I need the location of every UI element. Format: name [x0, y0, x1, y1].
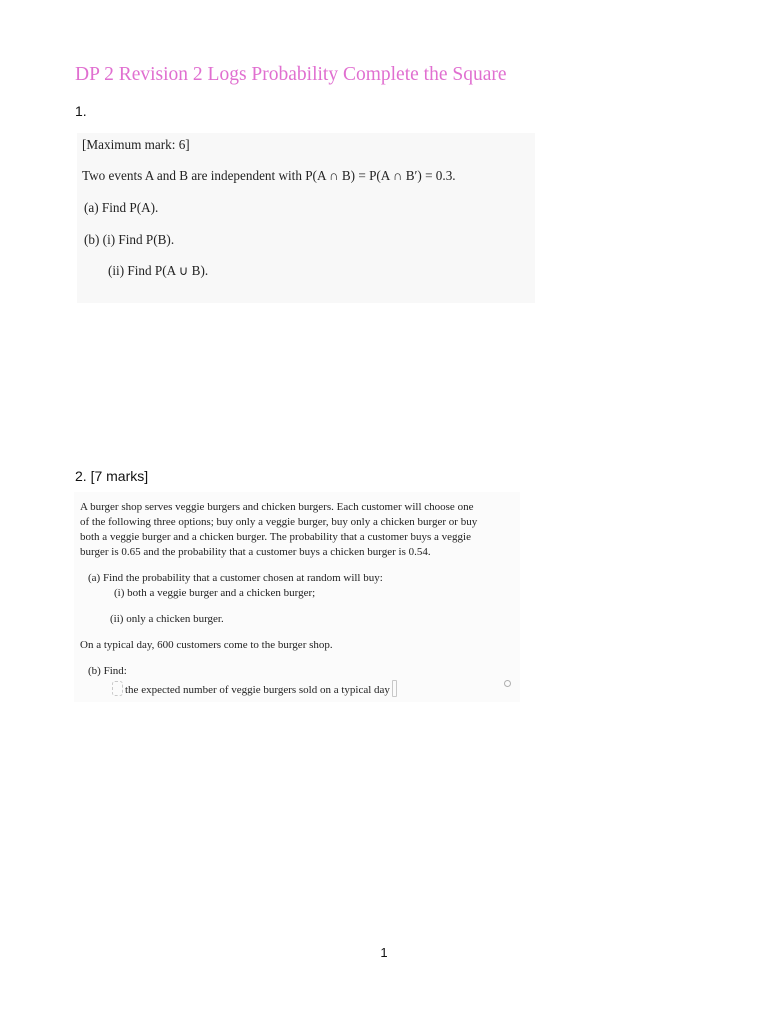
q2-part-a-i: (i) both a veggie burger and a chicken burger; [114, 587, 316, 599]
page-title: DP 2 Revision 2 Logs Probability Complete the Square [75, 64, 507, 85]
q2-part-a-ii: (ii) only a chicken burger. [110, 613, 224, 625]
q2-intro-line: of the following three options; buy only a veggie burger, buy only a chicken burger or buy [80, 516, 478, 528]
q2-part-a: (a) Find the probability that a customer chosen at random will buy: [88, 572, 383, 584]
q2-intro-line: A burger shop serves veggie burgers and chicken burgers. Each customer will choose one [80, 501, 474, 513]
q2-context: On a typical day, 600 customers come to the burger shop. [80, 639, 333, 651]
q2-intro-line: both a veggie burger and a chicken burger. The probability that a customer buys a veggie [80, 531, 471, 543]
q1-part-b-ii: (ii) Find P(A ∪ B). [108, 263, 209, 278]
question-1-image [77, 133, 535, 303]
page-number: 1 [380, 945, 388, 960]
question-2-image [74, 492, 520, 702]
q1-part-b-i: (b) (i) Find P(B). [84, 232, 175, 247]
q2-part-b-i: the expected number of veggie burgers sold on a typical day [125, 684, 390, 696]
q1-part-a: (a) Find P(A). [84, 200, 159, 215]
text-cursor-box-icon [112, 681, 123, 696]
q1-max-mark: [Maximum mark: 6] [82, 137, 190, 152]
q1-statement: Two events A and B are independent with P(A ∩ B) = P(A ∩ B′) = 0.3. [82, 168, 456, 183]
question-2-number: 2. [7 marks] [75, 468, 149, 484]
q2-part-b: (b) Find: [88, 665, 127, 677]
radio-dot-icon [504, 680, 511, 687]
text-cursor-icon [392, 680, 397, 697]
q2-intro-line: burger is 0.65 and the probability that a customer buys a chicken burger is 0.54. [80, 546, 431, 558]
q2-part-b-i-row [112, 680, 397, 697]
question-1-number: 1. [75, 103, 87, 119]
